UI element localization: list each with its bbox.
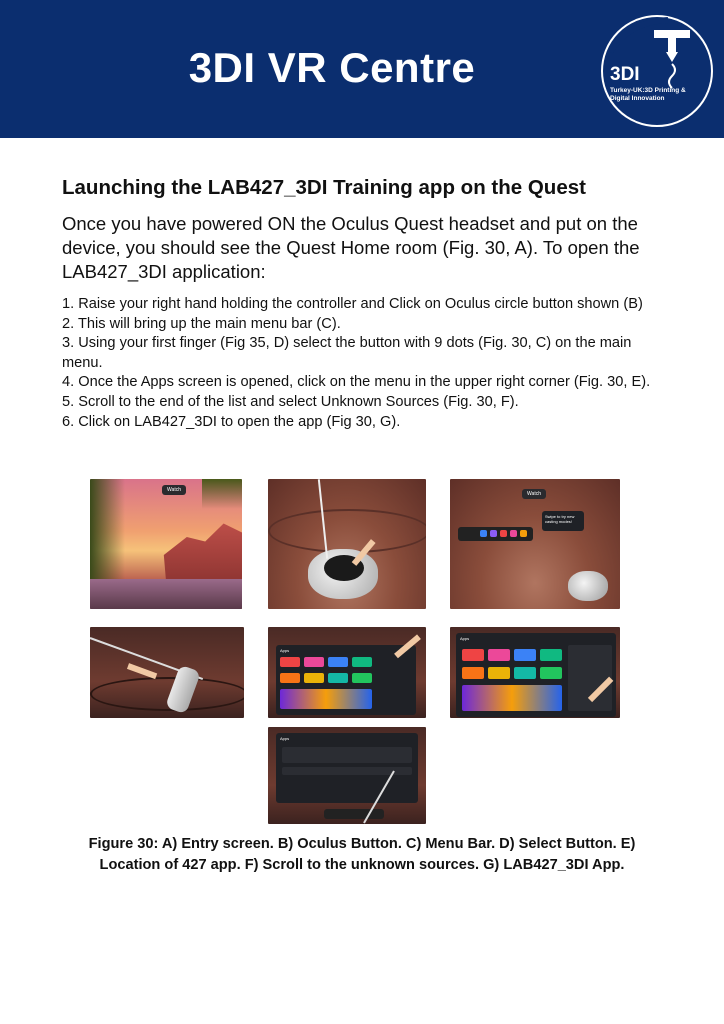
sources-dropdown [568,645,612,711]
menu-bar [324,809,384,819]
figure-f-unknown-sources [450,627,620,718]
figure-e-apps-screen [268,627,426,718]
figure-c-menu-bar [450,479,620,609]
page-header [0,0,724,138]
controller [568,571,608,601]
list-item: 3. Using your first finger (Fig 35, D) select the button with 9 dots (Fig. 30, C) on the main menu. [62,335,632,371]
list-item: 6. Click on LAB427_3DI to open the app (Fig 30, G). [62,413,401,430]
arrow-icon [127,663,157,679]
tip-box: Swipe to try new casting modes! [542,511,584,531]
figure-caption: Figure 30: A) Entry screen. B) Oculus Button. C) Menu Bar. D) Select Button. E) Location of 427 app. F) Scroll to the unknown sources. G) LAB427_3DI App. [88,836,636,873]
figure-a-entry-screen [90,479,242,609]
watch-pill: Watch [522,489,546,499]
logo-word: 3DI [610,64,640,85]
figure-g-lab427-app [268,727,426,824]
menu-bar [458,527,533,541]
steps-list [62,295,672,432]
logo-subtitle: Turkey-UK:3D Printing & Digital Innovation [610,87,686,102]
apps-header: Apps [460,636,470,641]
water [90,579,242,609]
page-title: 3DI VR Centre [188,44,476,91]
section-heading: Launching the LAB427_3DI Training app on the Quest [62,176,586,199]
watch-pill: Watch [162,485,186,495]
palm-right [202,479,242,509]
apps-panel [276,733,418,803]
3di-logo [598,12,716,130]
palm-left [90,479,125,579]
apps-header: Apps [280,648,290,653]
apps-header: Apps [280,736,290,741]
list-item: 1. Raise your right hand holding the controller and Click on Oculus circle button shown (B) [62,296,643,312]
list-item: 2. This will bring up the main menu bar (C). [62,315,341,332]
list-item: 5. Scroll to the end of the list and select Unknown Sources (Fig. 30, F). [62,393,519,410]
intro-paragraph: Once you have powered ON the Oculus Quest headset and put on the device, you should see the Quest Home room (Fig. 30, A). To open the LAB427_3DI application: [62,213,640,282]
figure-d-select-button [90,627,244,718]
apps-panel [456,633,616,717]
ring-edge [268,509,426,553]
figure-b-oculus-button [268,479,426,609]
app-row [282,747,412,763]
list-item: 4. Once the Apps screen is opened, click on the menu in the upper right corner (Fig. 30, E). [62,374,651,391]
